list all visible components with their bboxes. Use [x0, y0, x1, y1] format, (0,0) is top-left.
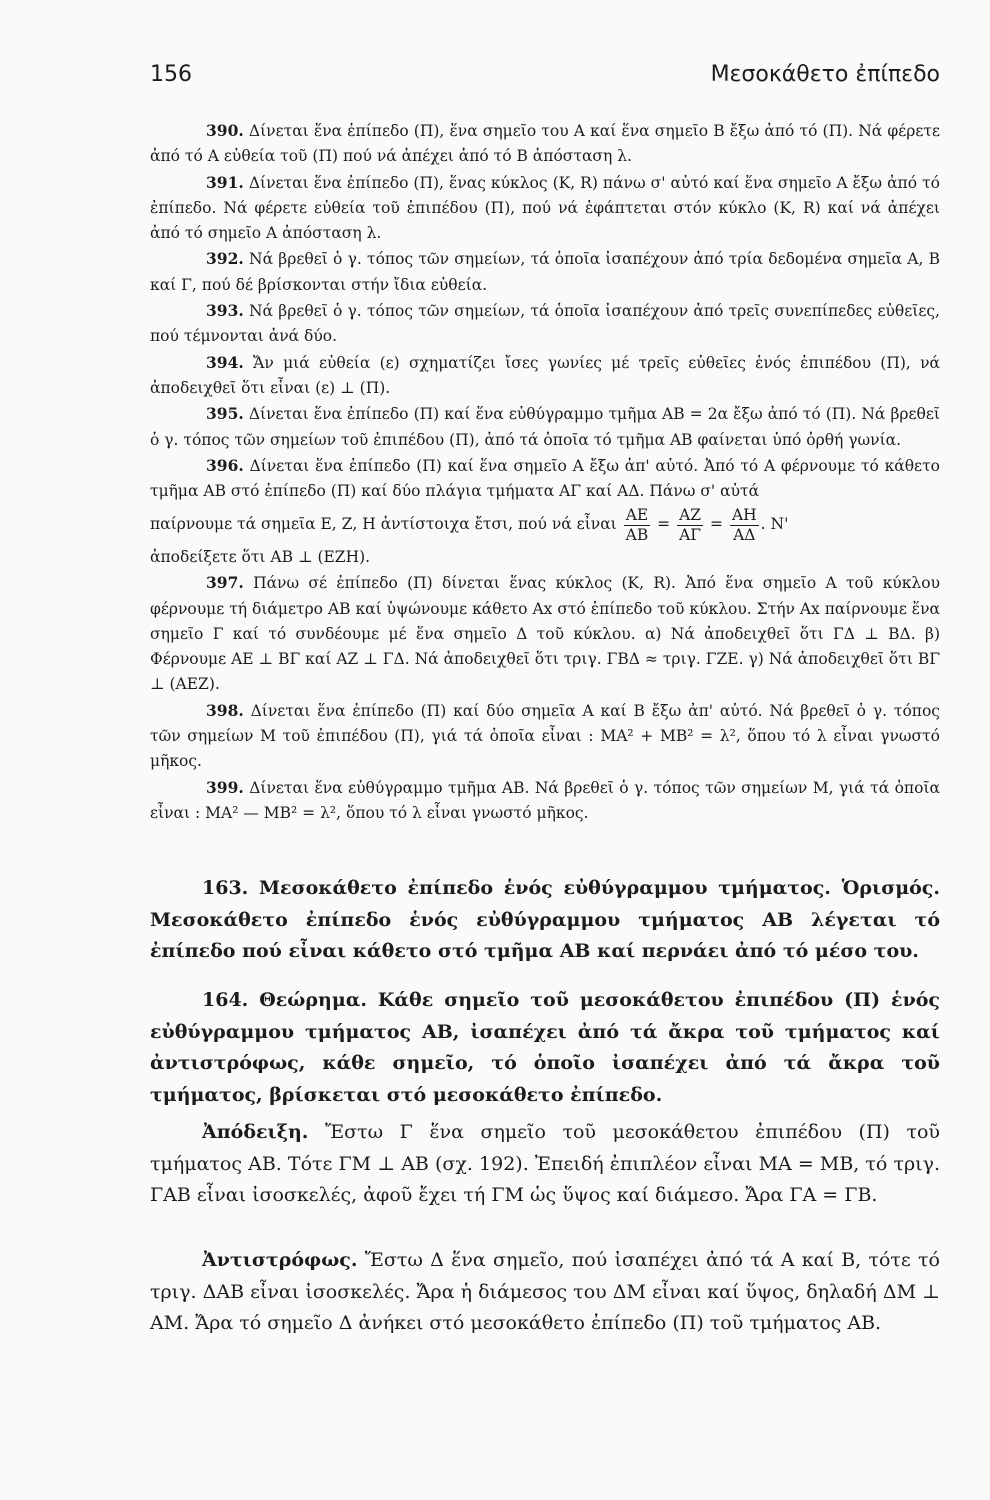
exercise-text: Δίνεται ἕνα ἐπίπεδο (Π) καί ἕνα εὐθύγραμμο τμῆμα ΑΒ = 2α ἔξω ἀπό τό (Π). Νά βρεθεῖ ὁ γ. τόπος τῶν σημείων τοῦ ἐπιπέδου (Π), ἀπό τά ὁποῖα τό τμῆμα ΑΒ φαίνεται ὑπό ὀρθή γωνία. — [150, 405, 940, 449]
exercise-text-line — [150, 545, 940, 570]
fraction-denominator: ΑΔ — [733, 525, 756, 544]
exercise-number: 398. — [206, 700, 244, 720]
exercise — [150, 298, 940, 350]
exercise-text: Δίνεται ἕνα ἐπίπεδο (Π) καί ἕνα σημεῖο Α ἔξω ἀπ' αὐτό. Ἀπό τό Α φέρνουμε τό κάθετο τμῆμα ΑΒ στό ἐπίπεδο (Π) καί δύο πλάγια τμήματα ΑΓ καί ΑΔ. Πάνω σ' αὐτά — [150, 456, 940, 501]
exercise — [150, 350, 940, 402]
theorem-paragraph: 164. Θεώρημα. Κάθε σημεῖο τοῦ μεσοκάθετου ἐπιπέδου (Π) ἑνός εὐθύγραμμου τμήματος ΑΒ, ἰσαπέχει ἀπό τά ἄκρα τοῦ τμήματος καί ἀντιστρόφως, κάθε σημεῖο, τό ὁποῖο ἰσαπέχει ἀπό τά ἄκρα τοῦ τμήματος, βρίσκεται στό μεσοκάθετο ἐπίπεδο. — [150, 989, 940, 1106]
exercise-text: παίρνουμε τά σημεῖα Ε, Ζ, Η ἀντίστοιχα ἔτσι, πού νά εἶναι — [150, 515, 617, 534]
exercise-text: Δίνεται ἕνα ἐπίπεδο (Π) καί δύο σημεῖα Α καί Β ἔξω ἀπ' αὐτό. Νά βρεθεῖ ὁ γ. τόπος τῶν σημείων Μ τοῦ ἐπιπέδου (Π), γιά τά ὁποῖα εἶναι : ΜΑ² + ΜΒ² = λ², ὅπου τό λ εἶναι γνωστό μῆκος. — [150, 701, 940, 771]
section-163 — [150, 873, 940, 968]
exercise — [150, 775, 940, 827]
exercise — [150, 170, 940, 247]
fraction-numerator: ΑΖ — [679, 505, 702, 524]
fraction-denominator: ΑΒ — [625, 525, 649, 544]
exercise — [150, 570, 940, 697]
converse-paragraph — [150, 1245, 940, 1340]
exercise-text: Δίνεται ἕνα εὐθύγραμμο τμῆμα ΑΒ. Νά βρεθεῖ ὁ γ. τόπος τῶν σημείων Μ, γιά τά ὁποῖα εἶναι : ΜΑ² — ΜΒ² = λ², ὅπου τό λ εἶναι γνωστό μῆκος. — [150, 778, 940, 822]
exercise-text: Δίνεται ἕνα ἐπίπεδο (Π), ἕνα σημεῖο του Α καί ἕνα σημεῖο Β ἔξω ἀπό τό (Π). Νά φέρετε ἀπό τό Α εὐθεία τοῦ (Π) πού νά ἀπέχει ἀπό τό Β ἀπόσταση λ. — [150, 122, 940, 166]
exercise-text: . Ν' — [760, 515, 789, 534]
proof-block — [150, 1117, 940, 1212]
exercise — [150, 401, 940, 453]
fraction-denominator: ΑΓ — [679, 525, 702, 544]
exercise-text: Πάνω σέ ἐπίπεδο (Π) δίνεται ἕνας κύκλος (Κ, R). Ἀπό ἕνα σημεῖο Α τοῦ κύκλου φέρνουμε τή διάμετρο ΑΒ καί ὑψώνουμε κάθετο Αx στό ἐπίπεδο τοῦ κύκλου. Στήν Αx παίρνουμε ἕνα σημεῖο Γ καί τό συνδέουμε μέ ἕνα σημεῖο Δ τοῦ κύκλου. α) Νά ἀποδειχθεῖ ὅτι ΓΔ ⊥ ΒΔ. β) Φέρνουμε ΑΕ ⊥ ΒΓ καί ΑΖ ⊥ ΓΔ. Νά ἀποδειχθεῖ ὅτι τριγ. ΓΒΔ ≈ τριγ. ΓΖΕ. γ) Νά ἀποδειχθεῖ ὅτι ΒΓ ⊥ (ΑΕΖ). — [150, 574, 940, 694]
exercise-text: Νά βρεθεῖ ὁ γ. τόπος τῶν σημείων, τά ὁποῖα ἰσαπέχουν ἀπό τρεῖς συνεπίπεδες εὐθεῖες, πού τέμνονται ἀνά δύο. — [150, 302, 940, 346]
converse-text: Ἔστω Δ ἕνα σημεῖο, πού ἰσαπέχει ἀπό τά Α καί Β, τότε τό τριγ. ΔΑΒ εἶναι ἰσοσκελές. Ἄρα ἡ διάμεσος του ΔΜ εἶναι καί ὕψος, δηλαδή ΔΜ ⊥ ΑΜ. Ἄρα τό σημεῖο Δ ἀνήκει στό μεσοκάθετο ἐπίπεδο (Π) τοῦ τμήματος ΑΒ. — [150, 1249, 940, 1334]
exercise-number: 395. — [206, 404, 244, 424]
equals-sign: = — [710, 515, 723, 534]
fraction-numerator: ΑΗ — [731, 505, 757, 524]
exercise-number: 399. — [206, 777, 244, 797]
running-title: Μεσοκάθετο ἐπίπεδο — [710, 62, 940, 87]
page-header — [150, 62, 940, 102]
exercise-text: Δίνεται ἕνα ἐπίπεδο (Π), ἕνας κύκλος (Κ, R) πάνω σ' αὐτό καί ἕνα σημεῖο Α ἔξω ἀπό τό ἐπίπεδο. Νά φέρετε εὐθεία τοῦ ἐπιπέδου (Π), πού νά ἐφάπτεται στόν κύκλο (Κ, R) καί νά ἀπέχει ἀπό τό σημεῖο Α ἀπόσταση λ. — [150, 173, 940, 243]
exercise-number: 392. — [206, 249, 244, 269]
exercise-text: Νά βρεθεῖ ὁ γ. τόπος τῶν σημείων, τά ὁποῖα ἰσαπέχουν ἀπό τρία δεδομένα σημεῖα Α, Β καί Γ, πού δέ βρίσκονται στήν ἴδια εὐθεία. — [150, 250, 940, 294]
proof-paragraph — [150, 1117, 940, 1212]
exercise-number: 396. — [206, 455, 244, 475]
converse-label: Ἀντιστρόφως. — [202, 1249, 358, 1271]
equals-sign: = — [657, 515, 671, 534]
fraction — [624, 506, 651, 545]
section-164 — [150, 985, 940, 1111]
exercise-number: 394. — [206, 352, 244, 372]
exercise-number: 397. — [206, 573, 244, 593]
exercise-number: 390. — [206, 121, 244, 140]
definition-paragraph: 163. Μεσοκάθετο ἐπίπεδο ἑνός εὐθύγραμμου τμήματος. Ὁρισμός. Μεσοκάθετο ἐπίπεδο ἑνός εὐθύγραμμου τμήματος ΑΒ λέγεται τό ἐπίπεδο πού εἶναι κάθετο στό τμῆμα ΑΒ καί περνάει ἀπό τό μέσο του. — [150, 877, 940, 962]
exercise-text: Ἄν μιά εὐθεία (ε) σχηματίζει ἴσες γωνίες μέ τρεῖς εὐθεῖες ἑνός ἐπιπέδου (Π), νά ἀποδειχθεῖ ὅτι εἶναι (ε) ⊥ (Π). — [150, 353, 940, 397]
exercise — [150, 246, 940, 298]
fraction — [730, 506, 759, 545]
page-number: 156 — [150, 62, 192, 87]
exercise-number: 393. — [206, 301, 244, 321]
fraction-numerator: ΑΕ — [625, 505, 649, 524]
converse-block — [150, 1245, 940, 1340]
exercise — [150, 698, 940, 775]
proof-text: Ἔστω Γ ἕνα σημεῖο τοῦ μεσοκάθετου ἐπιπέδου (Π) τοῦ τμήματος ΑΒ. Τότε ΓΜ ⊥ ΑΒ (σχ. 192). Ἐπειδή ἐπιπλέον εἶναι ΜΑ = ΜΒ, τό τριγ. ΓΑΒ εἶναι ἰσοσκελές, ἀφοῦ ἔχει τή ΓΜ ὡς ὕψος καί διάμεσο. Ἄρα ΓΑ = ΓΒ. — [150, 1121, 940, 1206]
fraction-line — [150, 504, 940, 545]
exercise-text: ἀποδείξετε ὅτι ΑΒ ⊥ (ΕΖΗ). — [150, 547, 371, 566]
exercise — [150, 118, 940, 170]
exercise-396 — [150, 453, 940, 505]
fraction — [677, 506, 703, 545]
exercise-number: 391. — [206, 172, 244, 192]
exercises-block — [150, 118, 940, 826]
proof-label: Ἀπόδειξη. — [202, 1121, 309, 1143]
